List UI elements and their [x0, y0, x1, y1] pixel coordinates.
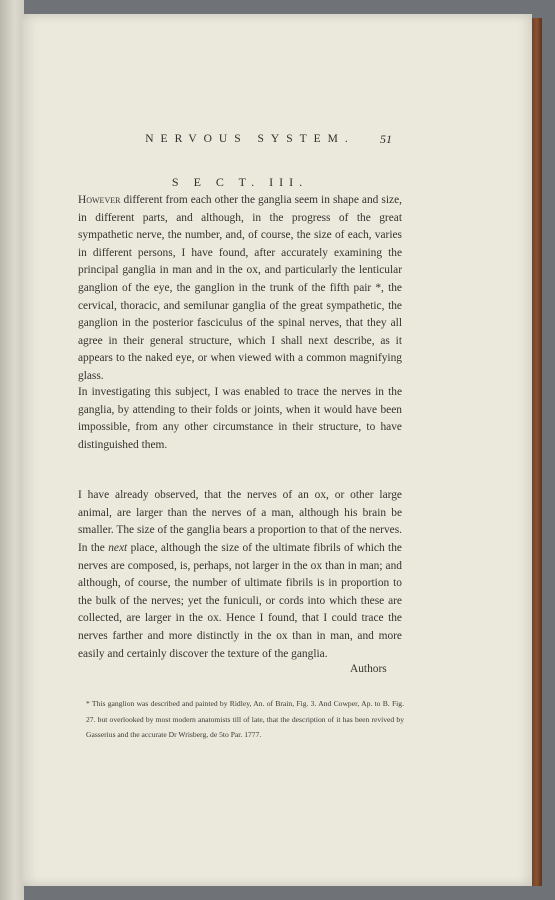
footnote: * This ganglion was described and painted by Ridley, An. of Brain, Fig. 3. And Cowper, Ap. to B. Fig. 27. but overlooked by most modern anatomists till of late, that the description of it has been revived by Gasserius and the accurate Dr Wrisberg, de 5to Par. 1777.: [86, 699, 404, 739]
page-number: 51: [380, 132, 392, 146]
paragraph-3: I have already observed, that the nerves of an ox, or other large animal, are larger than the nerves of a man, although his brain be smaller. The size of the ganglia bears a proportion to that of the nerves.: [78, 489, 403, 537]
book-spine: [531, 18, 542, 886]
paragraph-1-lead: However: [78, 194, 121, 206]
book-left-edge: [0, 0, 24, 900]
paragraph-2: In investigating this subject, I was enabled to trace the nerves in the ganglia, by attending to their folds or joints, when it would have been impossible, from any other circumstance in their structure, to have distinguished them.: [78, 386, 402, 451]
paragraph-4-body: place, although the size of the ultimate fibrils of which the nerves are composed, is, perhaps, not larger in the ox than in man; and although, of course, the number of ultimate fibrils is in proportion to the bulk of the nerves; yet the funiculi, or cords into which these are collected, are larger in the ox. Hence I found, that I could trace the nerves farther and more distinctly in the ox than in man, and more easily and certainly discover the texture of the ganglia.: [78, 542, 402, 660]
paragraph-1: [78, 192, 402, 386]
paragraph-4-italic: next: [108, 542, 128, 554]
section-title: S E C T. III.: [171, 175, 309, 189]
running-head: NERVOUS SYSTEM.: [145, 133, 355, 145]
paragraph-4: [78, 540, 402, 663]
paragraph-1-body: different from each other the ganglia seem in shape and size, in different parts, and although, in the progress of the great sympathetic nerve, the number, and, of course, the size of each, varies in different persons, I have found, after accurately examining the principal ganglia in man and in the ox, and particularly the lenticular ganglion of the eye, the ganglion in the trunk of the fifth pair *, the cervical, thoracic, and semilunar ganglia of the great sympathetic, the ganglion in the posterior fasciculus of the spinal nerves, that they all agree in their general structure, which I shall next describe, as it appears to the naked eye, or when viewed with a common magnifying glass.: [78, 194, 402, 382]
paragraph-4-start: In the: [78, 542, 105, 554]
catchword: Authors: [350, 663, 387, 675]
